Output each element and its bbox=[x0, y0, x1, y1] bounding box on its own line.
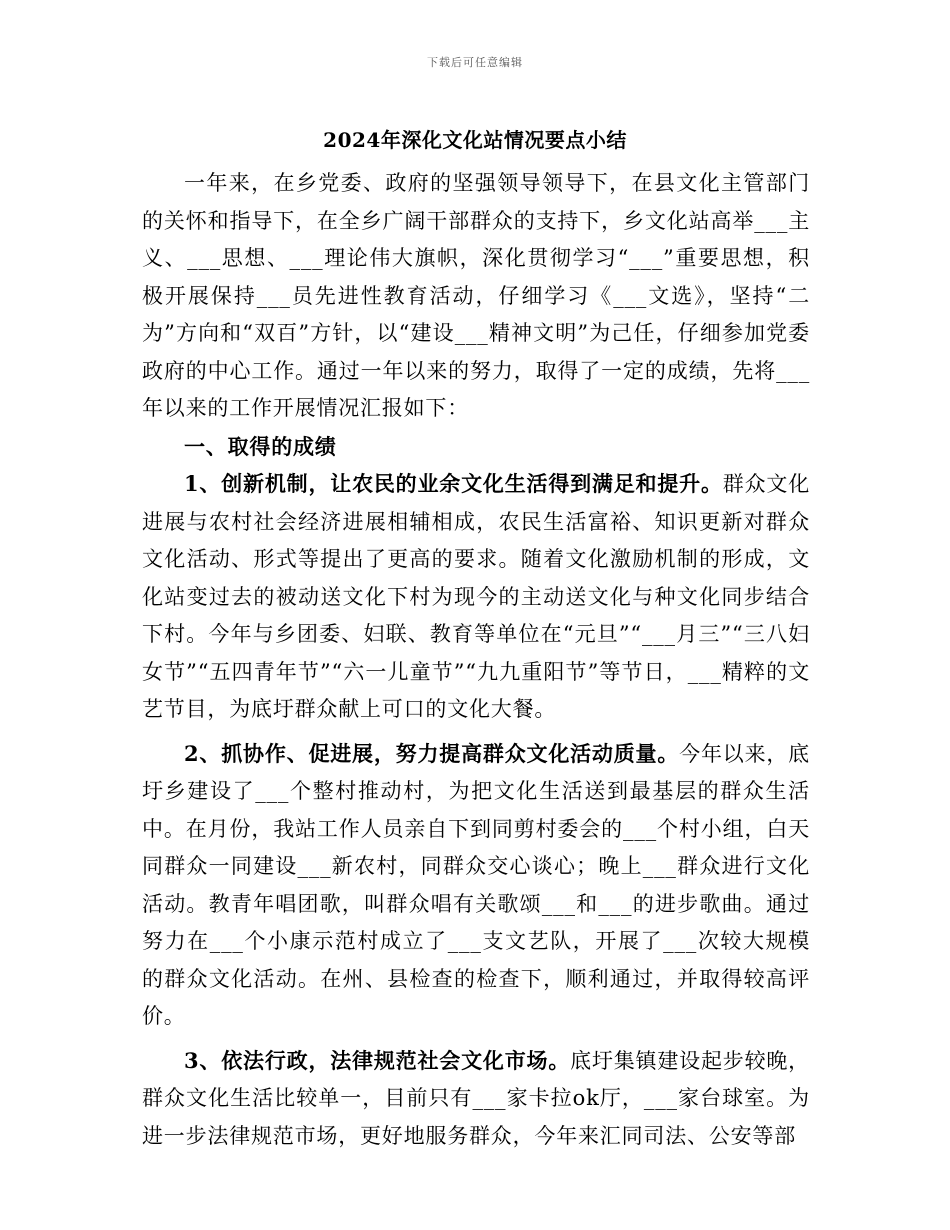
item-heading-1: 1、创新机制，让农民的业余文化生活得到满足和提升。 bbox=[184, 471, 723, 496]
item-heading-2: 2、抓协作、促进展，努力提高群众文化活动质量。 bbox=[184, 740, 680, 766]
document-body bbox=[142, 165, 810, 1155]
intro-paragraph: 一年来，在乡党委、政府的坚强领导领导下，在县文化主管部门的关怀和指导下，在全乡广阔干部群众的支持下，乡文化站高举___主义、___思想、___理论伟大旗帜，深化贯彻学习“___”重要思想，积极开展保持___员先进性教育活动，仔细学习《___文选》，坚持“二为”方向和“双百”方针，以“建设___精神文明”为己任，仔细参加党委政府的中心工作。通过一年以来的努力，取得了一定的成绩，先将___年以来的工作开展情况汇报如下： bbox=[142, 171, 810, 420]
item-paragraph-3 bbox=[142, 1042, 810, 1156]
item-text-2: 今年以来，底圩乡建设了___个整村推动村，为把文化生活送到最基层的群众生活中。在月份，我站工作人员亲自下到同剪村委会的___个村小组，白天同群众一同建设___新农村，同群众交心谈心；晚上___群众进行文化活动。教青年唱团歌，叫群众唱有关歌颂___和___的进步歌曲。通过努力在___个小康示范村成立了___支文艺队，开展了___次较大规模的群众文化活动。在州、县检查的检查下，顺利通过，并取得较高评价。 bbox=[142, 741, 810, 1028]
section-heading: 一、取得的成绩 bbox=[184, 433, 337, 459]
item-text-3: 底圩集镇建设起步较晚，群众文化生活比较单一，目前只有___家卡拉ok厅，___家台球室。为进一步法律规范市场，更好地服务群众，今年来汇同司法、公安等部 bbox=[142, 1048, 810, 1148]
item-paragraph-2 bbox=[142, 735, 810, 1036]
header-note: 下载后可任意编辑 bbox=[427, 56, 523, 69]
item-paragraph-1 bbox=[142, 465, 810, 729]
item-text-1: 群众文化进展与农村社会经济进展相辅相成，农民生活富裕、知识更新对群众文化活动、形式等提出了更高的要求。随着文化激励机制的形成，文化站变过去的被动送文化下村为现今的主动送文化与种文化同步结合下村。今年与乡团委、妇联、教育等单位在“元旦”“___月三”“三八妇女节”“五四青年节”“六一儿童节”“九九重阳节”等节日，___精粹的文艺节目，为底圩群众献上可口的文化大餐。 bbox=[142, 472, 811, 721]
document-title: 2024年深化文化站情况要点小结 bbox=[323, 128, 627, 152]
item-heading-3: 3、依法行政，法律规范社会文化市场。 bbox=[184, 1047, 571, 1073]
